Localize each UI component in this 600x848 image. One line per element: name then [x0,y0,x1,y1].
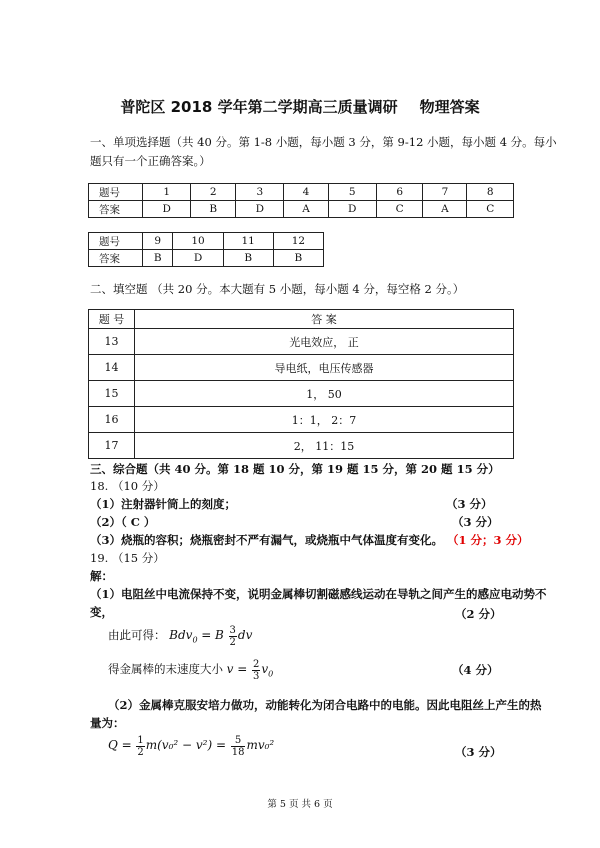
table-cell: 1 [143,184,191,201]
eq1-left: Bdv [169,628,193,642]
eq2-tail: v [261,662,269,676]
title-subject: 物理答案 [419,98,480,116]
q19-header: 19. （15 分） [90,551,165,565]
table-cell: 17 [89,433,135,459]
section1-heading-line1: 一、单项选择题（共 40 分。第 1-8 小题，每小题 3 分，第 9-12 小题，每小题 4 分。每小 [90,135,557,149]
q18-answer-2: （2）（ C ） [90,515,156,529]
q19-equation-1 [108,620,252,655]
row-label-question: 题号 [89,233,143,250]
table-cell: 2 [191,184,236,201]
eq1-eq: = B [201,628,224,642]
table-cell: D [328,201,376,218]
fill-in-answer-table [88,309,514,459]
table-cell: 6 [376,184,422,201]
table-row [89,381,514,407]
table-cell: A [423,201,467,218]
q18-score-3: （1 分；3 分） [447,533,529,547]
title-main: 普陀区 2018 学年第二学期高三质量调研 [120,98,398,116]
table-cell: 15 [89,381,135,407]
q19-part1-line1: （1）电阻丝中电流保持不变，说明金属棒切割磁感线运动在导轨之间产生的感应电动势不 [90,587,547,601]
table-row [89,250,324,267]
table-cell: 1， 50 [135,381,514,407]
table-cell: 9 [143,233,173,250]
section3-heading: 三、综合题（共 40 分。第 18 题 10 分，第 19 题 15 分，第 20 题 15 分） [90,462,500,476]
table-cell: 7 [423,184,467,201]
table-cell: C [467,201,514,218]
table-cell: 导电纸，电压传感器 [135,355,514,381]
derive-label: 由此可得： [108,628,166,642]
fraction-denominator: 18 [231,746,245,758]
eq3-fraction-1 [136,735,144,758]
q19-equation-3 [108,728,274,762]
table-cell: 光电效应， 正 [135,329,514,355]
eq3-fraction-2 [231,735,246,758]
row-label-question: 题号 [89,184,143,201]
eq2-left: v = [226,662,248,676]
table-cell: 12 [273,233,323,250]
section2-heading: 二、填空题 （共 20 分。本大题有 5 小题，每小题 4 分，每空格 2 分。） [90,282,465,296]
eq1-sub: 0 [192,635,198,645]
table-cell: D [173,250,223,267]
q19-score-speed: （4 分） [452,663,499,677]
q19-score-part1: （2 分） [455,607,502,621]
table-row [89,201,514,218]
q19-solve-label: 解： [90,569,113,583]
q18-header: 18. （10 分） [90,479,165,493]
mc-answer-table-2 [88,232,324,267]
eq1-tail: dv [237,628,253,642]
table-cell: 1：1， 2：7 [135,407,514,433]
fraction-numerator: 2 [252,658,260,670]
fraction-numerator: 3 [229,624,236,636]
eq2-sub: 0 [268,669,274,679]
table-cell: A [284,201,328,218]
q18-answer-1: （1）注射器针筒上的刻度； [90,497,237,511]
table-cell: B [143,250,173,267]
section1-heading-line2: 题只有一个正确答案。） [90,154,211,168]
table-cell: 14 [89,355,135,381]
column-header-number: 题 号 [89,310,135,329]
q19-part2-line2: 量为： [90,716,125,730]
table-row [89,407,514,433]
table-cell: B [273,250,323,267]
table-cell: 3 [236,184,284,201]
column-header-answer: 答 案 [135,310,514,329]
table-cell: D [143,201,191,218]
q19-part1-line2: 变， [90,605,113,619]
table-cell: 13 [89,329,135,355]
q18-score-2: （3 分） [452,515,499,529]
fraction-numerator: 5 [231,735,246,747]
eq3-left: Q = [108,738,132,752]
table-row [89,233,324,250]
q18-score-1: （3 分） [446,497,493,511]
eq3-tail: mv₀² [246,738,275,752]
row-label-answer: 答案 [89,250,143,267]
table-cell: B [223,250,273,267]
table-cell: B [191,201,236,218]
table-cell: C [376,201,422,218]
q19-equation-2 [108,654,273,689]
table-cell: 10 [173,233,223,250]
q19-score-heat: （3 分） [455,745,502,759]
table-cell: D [236,201,284,218]
table-row [89,329,514,355]
mc-answer-table-1 [88,183,514,218]
q19-part2-line1: （2）金属棒克服安培力做功，动能转化为闭合电路中的电能。因此电阻丝上产生的热 [108,698,542,712]
row-label-answer: 答案 [89,201,143,218]
page-footer: 第 5 页 共 6 页 [267,799,333,810]
q18-answer-3: （3）烧瓶的容积；烧瓶密封不严有漏气，或烧瓶中气体温度有变化。 [90,533,443,547]
eq3-mid: m(v₀² − v²) = [145,738,227,752]
table-cell: 11 [223,233,273,250]
fraction-denominator: 3 [252,670,260,682]
table-cell: 2， 11：15 [135,433,514,459]
table-row [89,433,514,459]
table-cell: 16 [89,407,135,433]
table-cell: 8 [467,184,514,201]
fraction-numerator: 1 [137,734,144,746]
fraction-denominator: 2 [137,746,144,758]
eq1-fraction [229,625,237,648]
table-row [89,184,514,201]
table-row [89,310,514,329]
speed-label: 得金属棒的末速度大小 [108,662,223,676]
fraction-denominator: 2 [229,636,236,648]
page-title [0,96,600,117]
table-cell: 4 [284,184,328,201]
table-row [89,355,514,381]
table-cell: 5 [328,184,376,201]
eq2-fraction [252,659,260,682]
